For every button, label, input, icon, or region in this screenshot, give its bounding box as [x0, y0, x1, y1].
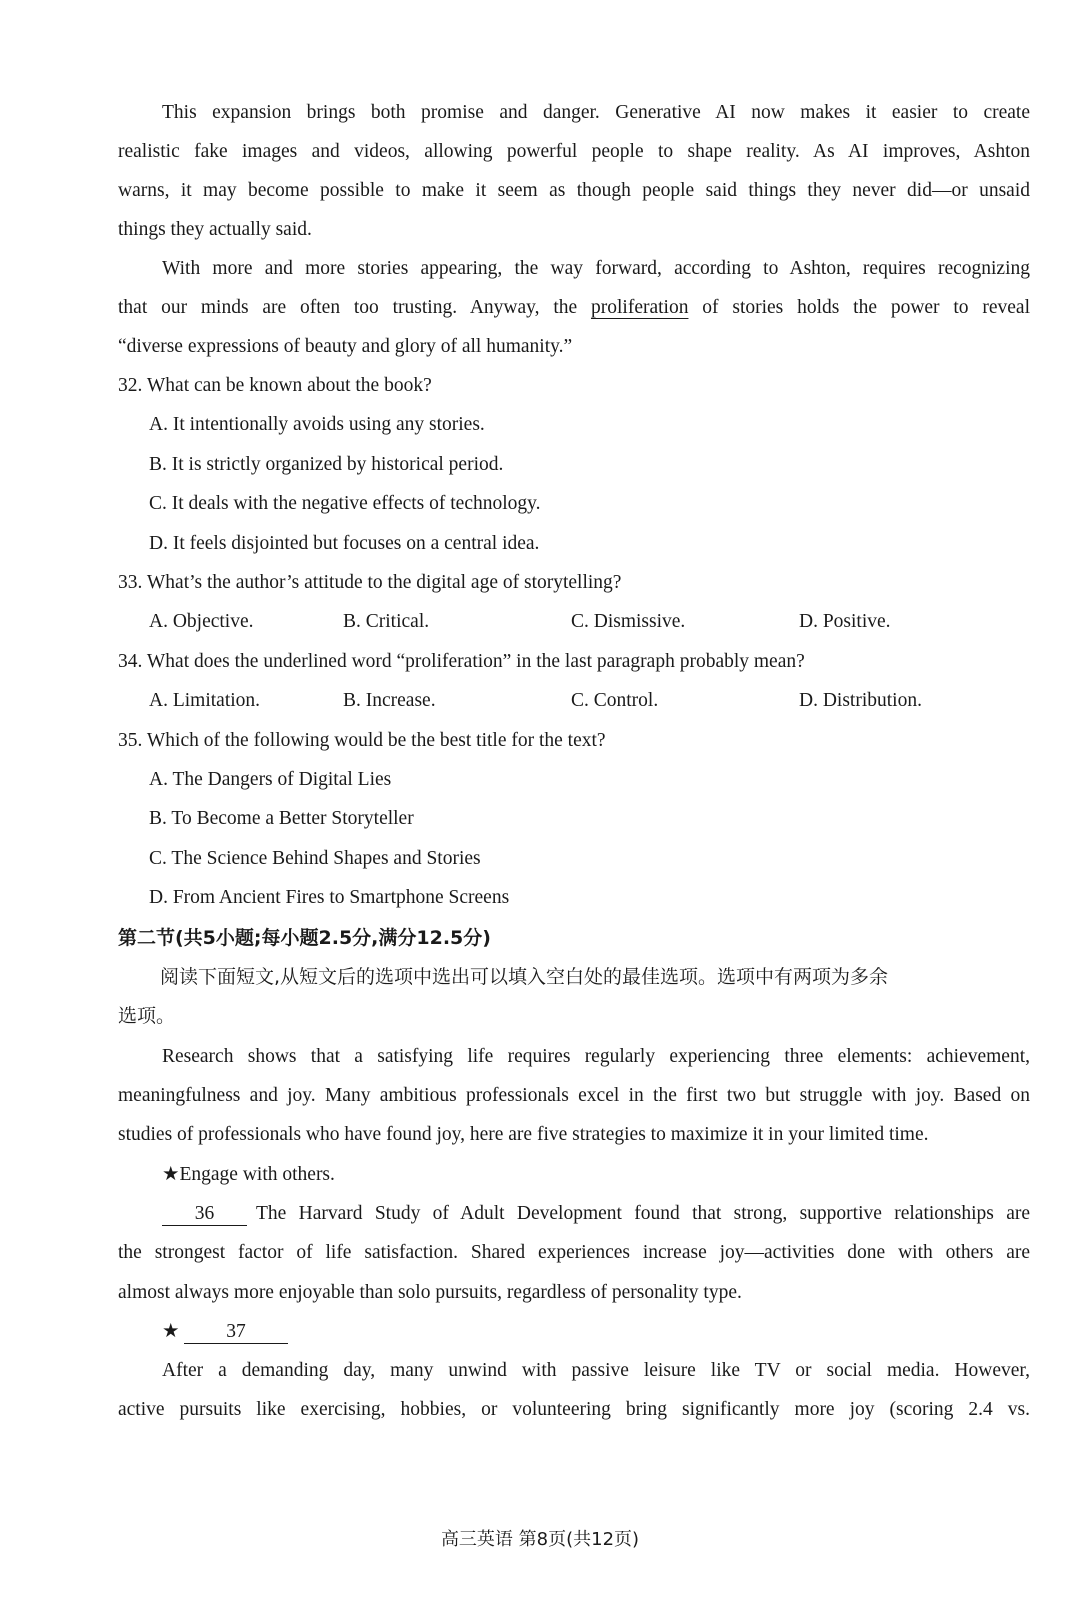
blank-number: 36	[162, 1203, 247, 1226]
option: B. To Become a Better Storyteller	[149, 808, 414, 829]
question-stem: 34. What does the underlined word “proliferation” in the last paragraph probably mean?	[118, 651, 805, 672]
strategy-heading: ★Engage with others.	[162, 1164, 335, 1185]
blank-37[interactable]	[184, 1320, 288, 1344]
option: B. It is strictly organized by historical period.	[149, 454, 504, 475]
passage-line: realistic fake images and videos, allowing powerful people to shape reality. As AI improves, Ashton	[118, 141, 1030, 162]
passage-line: Research shows that a satisfying life requires regularly experiencing three elements: achievement,	[162, 1046, 1030, 1067]
question-stem: 32. What can be known about the book?	[118, 375, 432, 396]
option: A. The Dangers of Digital Lies	[149, 769, 392, 790]
passage-line: “diverse expressions of beauty and glory of all humanity.”	[118, 336, 573, 357]
option: B. Critical.	[343, 611, 430, 632]
passage-line: meaningfulness and joy. Many ambitious professionals excel in the first two but struggle with joy. Based on	[118, 1085, 1030, 1106]
passage-line: The Harvard Study of Adult Development found that strong, supportive relationships are	[256, 1203, 1030, 1224]
option: C. It deals with the negative effects of technology.	[149, 493, 541, 514]
option: C. Dismissive.	[571, 611, 686, 632]
option: C. Control.	[571, 690, 659, 711]
passage-line: things they actually said.	[118, 219, 312, 240]
passage-line: With more and more stories appearing, the way forward, according to Ashton, requires recognizing	[162, 258, 1030, 279]
text-span: that our minds are often too trusting. Anyway, the	[118, 297, 591, 318]
blank-36[interactable]	[162, 1202, 247, 1226]
option: D. Distribution.	[799, 690, 922, 711]
option: D. From Ancient Fires to Smartphone Screens	[149, 887, 510, 908]
passage-line: active pursuits like exercising, hobbies, or volunteering bring significantly more joy (scoring 2.4 vs.	[118, 1399, 1030, 1420]
question-stem: 33. What’s the author’s attitude to the digital age of storytelling?	[118, 572, 622, 593]
page-footer: 高三英语 第8页(共12页)	[440, 1529, 640, 1550]
passage-line: warns, it may become possible to make it seem as though people said things they never did—or unsaid	[118, 180, 1030, 201]
passage-line: almost always more enjoyable than solo pursuits, regardless of personality type.	[118, 1282, 742, 1303]
underlined-word: proliferation	[591, 297, 689, 318]
passage-line	[118, 296, 1030, 320]
option: D. Positive.	[799, 611, 891, 632]
option: B. Increase.	[343, 690, 436, 711]
blank-number: 37	[184, 1321, 288, 1344]
option: A. Limitation.	[149, 690, 261, 711]
question-stem: 35. Which of the following would be the best title for the text?	[118, 730, 606, 751]
passage-line: This expansion brings both promise and danger. Generative AI now makes it easier to create	[162, 102, 1030, 123]
section-instruction: 选项。	[118, 1005, 176, 1027]
star-icon: ★	[162, 1321, 180, 1342]
passage-line: studies of professionals who have found joy, here are five strategies to maximize it in your limited time.	[118, 1124, 929, 1145]
option: C. The Science Behind Shapes and Stories	[149, 848, 481, 869]
option: A. Objective.	[149, 611, 254, 632]
passage-line: After a demanding day, many unwind with passive leisure like TV or social media. However,	[162, 1360, 1030, 1381]
passage-line: the strongest factor of life satisfaction. Shared experiences increase joy—activities done with others are	[118, 1242, 1030, 1263]
section-heading: 第二节(共5小题;每小题2.5分,满分12.5分)	[118, 927, 491, 949]
option: A. It intentionally avoids using any stories.	[149, 414, 485, 435]
section-instruction: 阅读下面短文,从短文后的选项中选出可以填入空白处的最佳选项。选项中有两项为多余	[160, 966, 889, 988]
option: D. It feels disjointed but focuses on a central idea.	[149, 533, 540, 554]
text-span: of stories holds the power to reveal	[688, 297, 1030, 318]
